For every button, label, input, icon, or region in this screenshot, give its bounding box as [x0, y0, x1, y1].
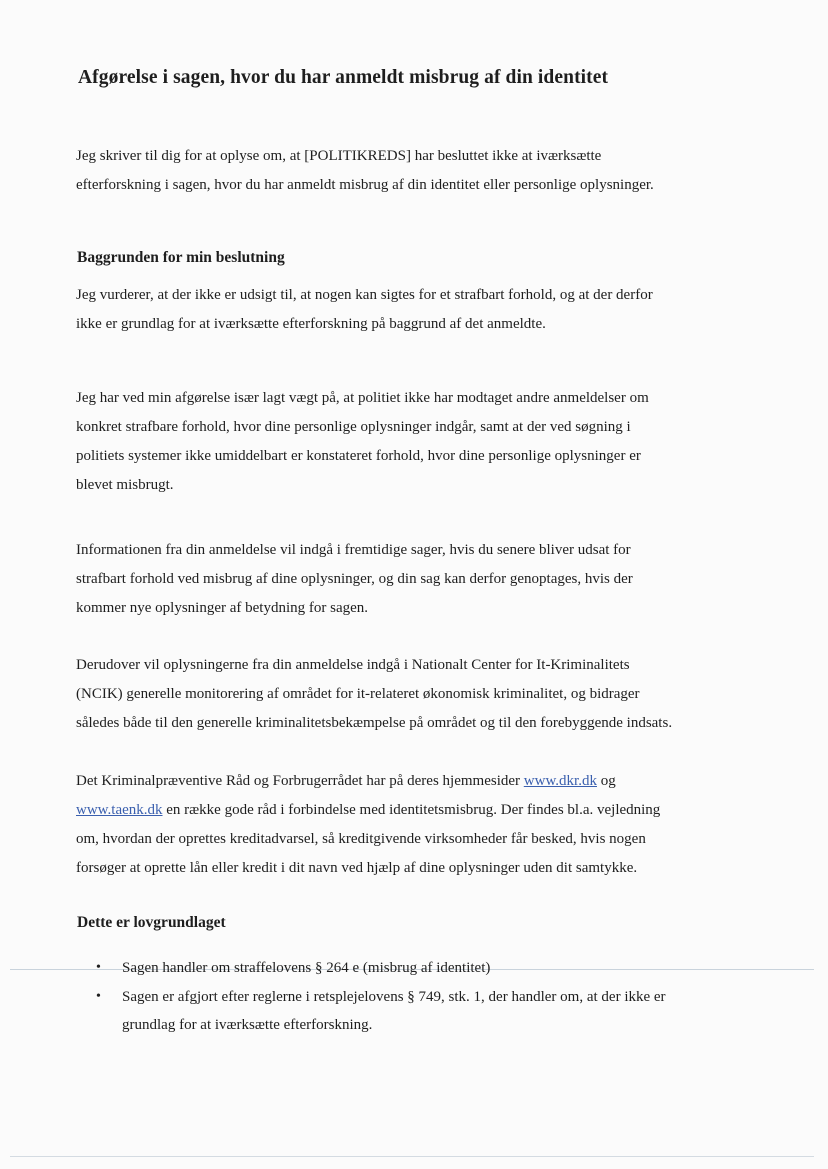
text-line: (NCIK) generelle monitorering af området for it-relateret økonomisk kriminalitet, og bidrager [76, 686, 640, 702]
text-line: ikke er grundlag for at iværksætte efterforskning på baggrund af det anmeldte. [76, 316, 546, 332]
section-heading-baggrund: Baggrunden for min beslutning [77, 249, 285, 266]
text-line: kommer nye oplysninger af betydning for sagen. [76, 600, 369, 616]
text-line: således både til den generelle kriminalitetsbekæmpelse på området og til den forebyggende indsats. [76, 715, 673, 731]
paragraph-information [76, 536, 746, 623]
paragraph-raad [76, 767, 746, 883]
text-line: Jeg skriver til dig for at oplyse om, at [POLITIKREDS] har besluttet ikke at iværksætte [76, 148, 602, 164]
text-line: Sagen handler om straffelovens § 264 e (misbrug af identitet) [122, 960, 491, 976]
intro-paragraph [76, 142, 746, 200]
text-line: om, hvordan der oprettes kreditadvarsel, så kreditgivende virksomheder får besked, hvis nogen [76, 831, 646, 847]
paragraph-ncik [76, 651, 746, 738]
text-line: strafbart forhold ved misbrug af dine oplysninger, og din sag kan derfor genoptages, hvis der [76, 571, 633, 587]
text-line: Jeg har ved min afgørelse især lagt vægt på, at politiet ikke har modtaget andre anmeldelser om [76, 390, 649, 406]
text-line: efterforskning i sagen, hvor du har anmeldt misbrug af din identitet eller personlige oplysninger. [76, 177, 654, 193]
bullet-icon: • [96, 989, 101, 1004]
text-span: Det Kriminalpræventive Råd og Forbrugerrådet har på deres hjemmesider [76, 773, 524, 789]
text-span: og [596, 773, 616, 789]
bullet-item [96, 954, 756, 982]
text-line: konkret strafbare forhold, hvor dine personlige oplysninger indgår, samt at der ved søgning i [76, 419, 631, 435]
document-title: Afgørelse i sagen, hvor du har anmeldt misbrug af din identitet [78, 67, 609, 88]
paragraph-vurdering [76, 281, 746, 339]
taenk-link[interactable]: www.taenk.dk [76, 802, 163, 818]
text-span: en række gode råd i forbindelse med identitetsmisbrug. Der findes bl.a. vejledning [162, 802, 661, 818]
scan-artifact-line [10, 1156, 814, 1157]
text-line [76, 796, 746, 825]
bullet-item [96, 983, 756, 1039]
text-line: forsøger at oprette lån eller kredit i dit navn ved hjælp af dine oplysninger uden dit samtykke. [76, 860, 638, 876]
text-line: Informationen fra din anmeldelse vil indgå i fremtidige sager, hvis du senere bliver udsat for [76, 542, 631, 558]
text-line: Sagen er afgjort efter reglerne i retsplejelovens § 749, stk. 1, der handler om, at der ikke er [122, 989, 666, 1005]
text-line: grundlag for at iværksætte efterforskning. [122, 1017, 373, 1033]
text-line: politiets systemer ikke umiddelbart er konstateret forhold, hvor dine personlige oplysninger er [76, 448, 641, 464]
paragraph-vaegt [76, 384, 746, 500]
text-line: blevet misbrugt. [76, 477, 174, 493]
text-line [76, 767, 746, 796]
text-line: Jeg vurderer, at der ikke er udsigt til, at nogen kan sigtes for et strafbart forhold, og at der derfor [76, 287, 653, 303]
law-bullet-list [96, 954, 756, 1039]
text-line: Derudover vil oplysningerne fra din anmeldelse indgå i Nationalt Center for It-Kriminalitets [76, 657, 630, 673]
dkr-link[interactable]: www.dkr.dk [523, 773, 597, 789]
bullet-icon: • [96, 960, 101, 975]
section-heading-lovgrundlag: Dette er lovgrundlaget [77, 914, 226, 931]
